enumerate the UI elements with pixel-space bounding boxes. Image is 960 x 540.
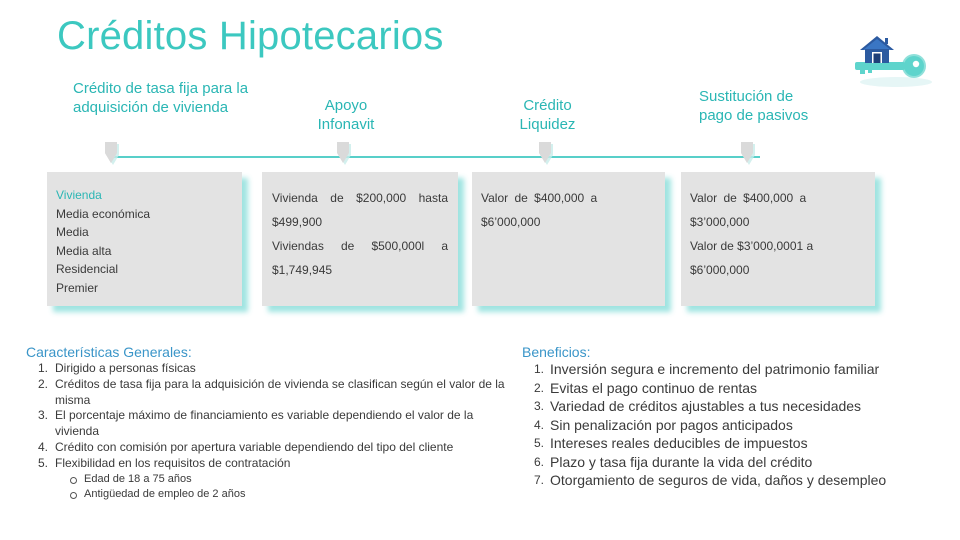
sub-list: [69, 472, 505, 502]
card-line: $3’000,000: [690, 215, 750, 229]
list-item: 2. Créditos de tasa fija para la adquisición de vivienda se clasifican según el valor de la misma: [38, 376, 505, 407]
card-line: Valor de $400,000 a: [690, 191, 807, 205]
sub-list-item: Antigüedad de empleo de 2 años: [69, 487, 505, 502]
general-section-title: Características Generales:: [26, 344, 192, 360]
list-item: 5. Flexibilidad en los requisitos de contratación Edad de 18 a 75 años Antigüedad de empleo de 2 años: [55, 456, 505, 502]
card-line: Viviendas de $500,000l a: [272, 239, 448, 253]
card-infonavit: [262, 172, 458, 306]
list-item: 3. El porcentaje máximo de financiamiento es variable dependiendo el valor de la vivienda: [38, 408, 474, 439]
step-label-tasa-fija: Crédito de tasa fija para la adquisición de vivienda: [73, 80, 249, 116]
card-line: Vivienda de $200,000 hasta: [272, 191, 448, 205]
benefits-list: [534, 360, 950, 490]
timeline-marker-icon: [538, 141, 556, 165]
card-line: Valor de $400,000 a: [481, 191, 598, 205]
timeline-marker-icon: [104, 141, 122, 165]
card-line: Media económica: [56, 206, 151, 221]
list-item: 3. Variedad de créditos ajustables a tus necesidades: [534, 398, 862, 414]
list-item: 1. Inversión segura e incremento del patrimonio familiar: [534, 361, 880, 377]
card-line: $1,749,945: [272, 263, 333, 277]
card-line: Residencial: [56, 262, 119, 277]
list-item: 6. Plazo y tasa fija durante la vida del crédito: [534, 453, 813, 470]
list-item: 1. Dirigido a personas físicas: [38, 361, 196, 375]
card-vivienda: [47, 172, 242, 306]
card-liquidez: [472, 172, 665, 306]
card-line: Media alta: [56, 243, 112, 258]
card-line: $6’000,000: [481, 215, 541, 229]
step-label-apoyo-infonavit: Apoyo Infonavit: [317, 97, 375, 133]
card-line: $499,900: [272, 215, 323, 229]
general-list: [38, 361, 505, 502]
step-label-sustitucion-pasivos: Sustitución de pago de pasivos: [699, 88, 809, 124]
list-item: 5. Intereses reales deducibles de impuestos: [534, 435, 808, 451]
step-label-credito-liquidez: Crédito Liquidez: [519, 97, 576, 133]
card-pasivos: [681, 172, 875, 306]
card-line: Premier: [56, 280, 99, 295]
card-line: Media: [56, 225, 89, 240]
card-heading: Vivienda: [56, 188, 102, 202]
list-item: 4. Sin penalización por pagos anticipados: [534, 416, 793, 433]
timeline-marker-icon: [740, 141, 758, 165]
page-title: Créditos Hipotecarios: [57, 14, 444, 58]
sub-list-item: Edad de 18 a 75 años: [69, 472, 505, 487]
list-item: 4. Crédito con comisión por apertura variable dependiendo del tipo del cliente: [38, 439, 454, 454]
timeline-line: [112, 156, 760, 158]
card-line: $6’000,000: [690, 263, 750, 277]
list-item: 7. Otorgamiento de seguros de vida, daños y desempleo: [534, 472, 887, 488]
card-line: Valor de $3’000,0001 a: [690, 239, 814, 253]
timeline-marker-icon: [336, 141, 354, 165]
house-key-icon: [852, 30, 934, 90]
list-item: 2. Evitas el pago continuo de rentas: [534, 379, 758, 396]
benefits-section-title: Beneficios:: [522, 344, 591, 360]
